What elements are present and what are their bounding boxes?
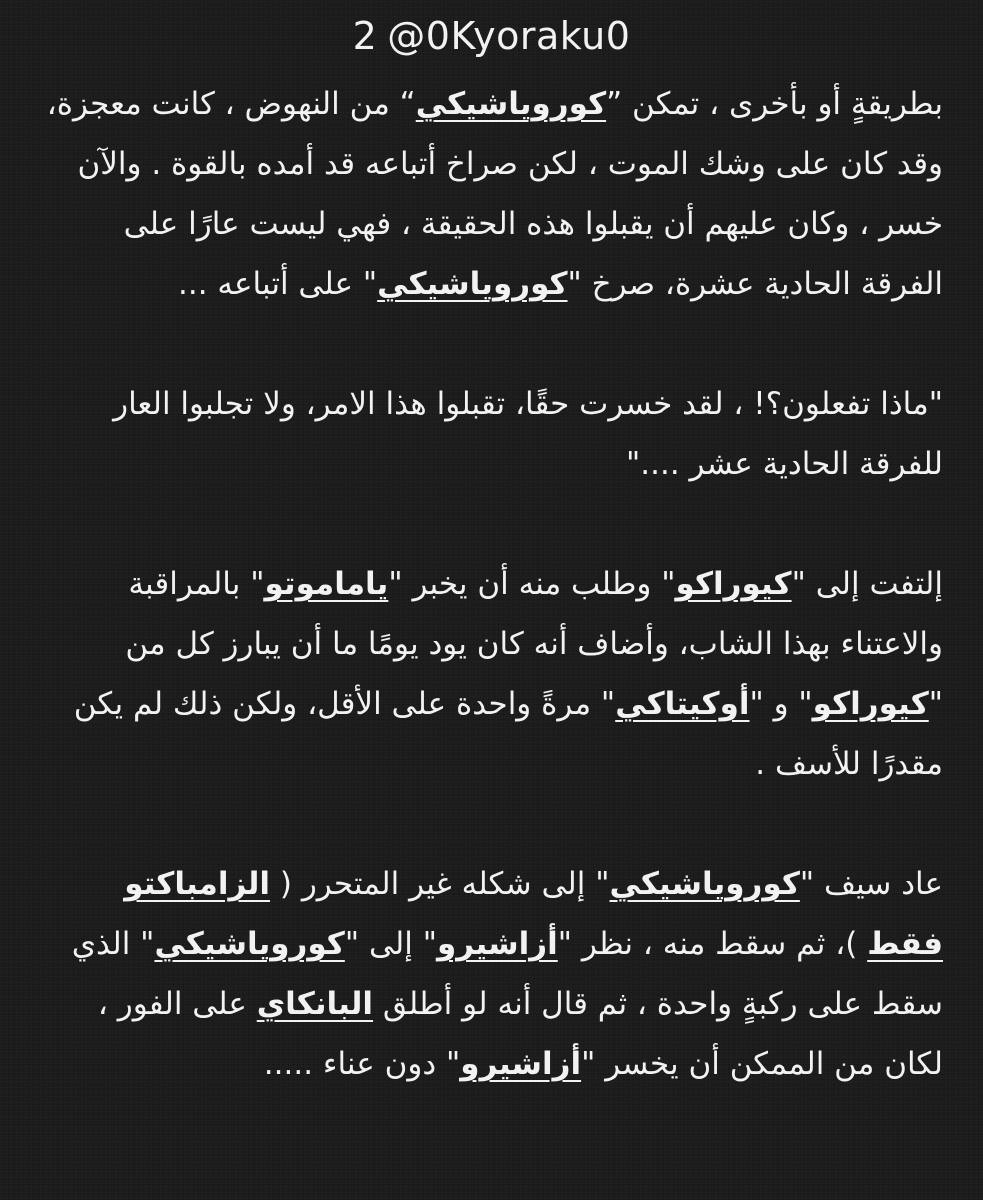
page-number: 2 [352,14,378,58]
character-name: أزاشيرو [436,926,558,962]
character-name: كورو‌ياشيكي [609,866,800,902]
character-name: أزاشيرو [460,1046,582,1082]
character-name: البانكاي [256,986,374,1022]
text-run: على الفور ، لكان من الممكن أن يخسر " [97,986,943,1082]
text-run: " دون عناء ..... [263,1046,461,1082]
character-name: أوكيتاكي [615,686,750,722]
text-run: “ من النهوض ، كانت معجزة، وقد كان على وشك الموت ، لكن صراخ أتباعه قد أمده بالقوة . والآن خسر ، وكان عليهم أن يقبلوا هذه الحقيقة ، فهي ليست عارًا على الفرقة الحادية عشرة، صرخ " [46,86,943,302]
author-handle: @0Kyoraku0 [387,14,631,58]
character-name: كيوراكو [675,566,792,602]
character-name: كورو‌ياشيكي [154,926,345,962]
character-name: الزامباكتو فقط [124,866,943,962]
paragraph [40,854,943,1094]
page-header [0,14,983,58]
text-run: " مرةً واحدة على الأقل، ولكن ذلك لم يكن مقدرًا للأسف . [73,686,943,782]
text-run: )، ثم سقط منه ، نظر " [557,926,868,962]
character-name: كيوراكو [812,686,929,722]
paragraph [40,374,943,494]
character-name: كورو‌ياشيكي [415,86,607,122]
text-run: " إلى شكله غير المتحرر ( [270,866,610,902]
text-run: " وطلب منه أن يخبر " [388,566,676,602]
text-run: " بالمراقبة والاعتناء بهذا الشاب، وأضاف أنه كان يود يومًا ما أن يبارز كل من " [125,566,943,722]
text-run: " و " [749,686,813,722]
character-name: كورو‌ياشيكي [377,266,568,302]
text-run: " الذي سقط على ركبةٍ واحدة ، ثم قال أنه لو أطلق [71,926,943,1022]
paragraph [40,74,943,314]
text-run: إلتفت إلى " [791,566,943,602]
story-text [40,74,943,1094]
text-run: " على أتباعه ... [178,266,378,302]
paragraph [40,554,943,794]
text-run: "ماذا تفعلون؟! ، لقد خسرت حقًا، تقبلوا هذا الامر، ولا تجلبوا العار للفرقة الحادية عشر ...." [113,386,943,482]
text-run: " إلى " [344,926,437,962]
character-name: ياماموتو [264,566,389,602]
text-run: عاد سيف " [799,866,943,902]
text-run: بطريقةٍ أو بأخرى ، تمكن ” [606,86,943,122]
